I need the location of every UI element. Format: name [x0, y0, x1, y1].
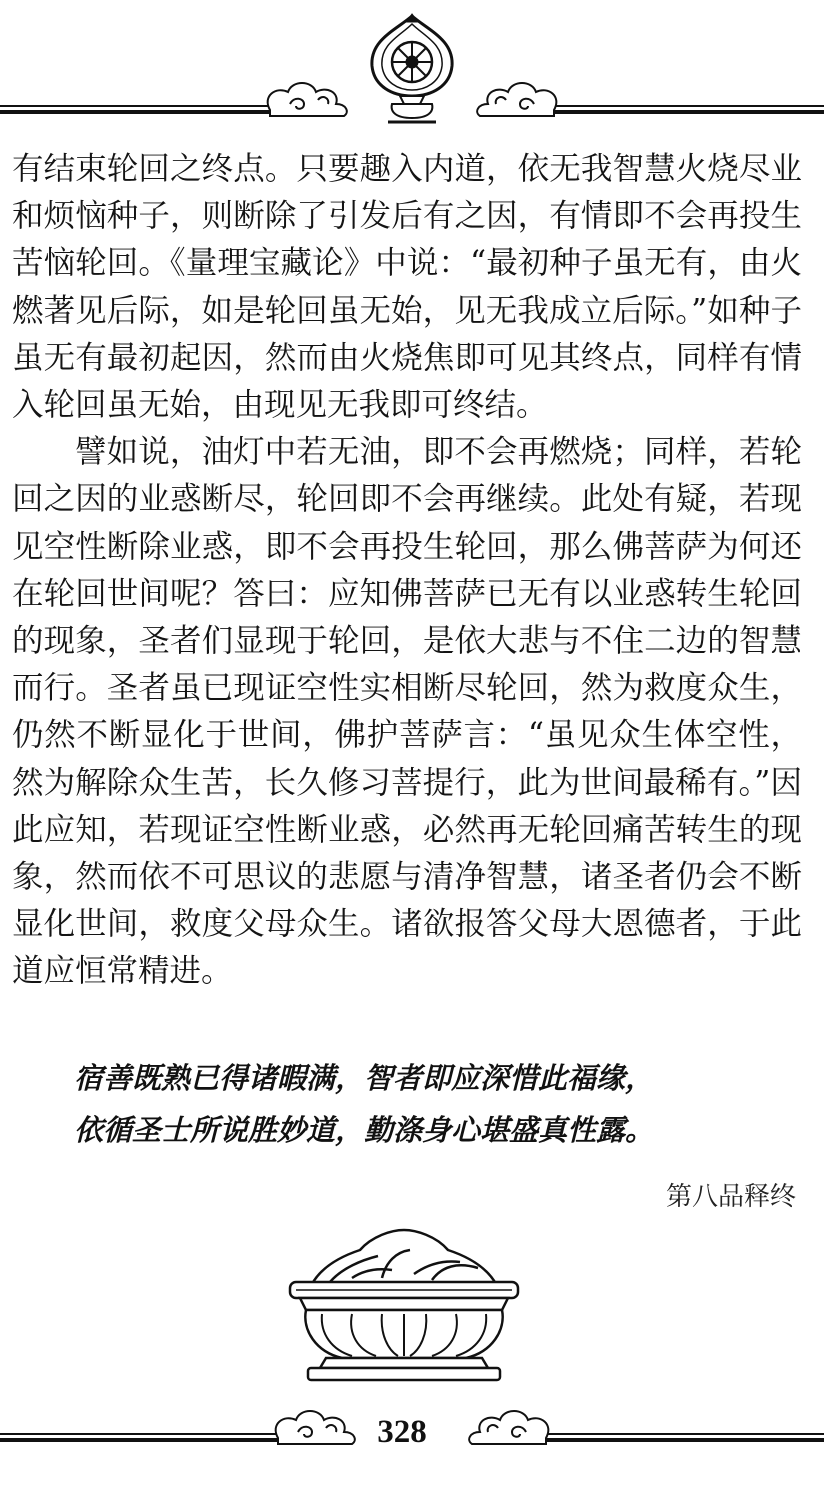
verse-line: 宿善既熟已得诸暇满，智者即应深惜此福缘， — [74, 1061, 655, 1095]
treasure-vase-icon — [282, 1226, 526, 1384]
paragraph: 有结束轮回之终点。只要趣入内道，依无我智慧火烧尽业和烦恼种子，则断除了引发后有之因，有情即不会再投生苦恼轮回。《量理宝藏论》中说：“最初种子虽无有，由火燃著见后际，如是轮回虽无始，见无我成立后际。”如种子虽无有最初起因，然而由火烧焦即可见其终点，同样有情入轮回虽无始，由现见无我即可终结。 — [12, 151, 802, 424]
body-text — [12, 146, 802, 996]
footer-rule-right — [538, 1434, 824, 1440]
chapter-end-label: 第八品释终 — [665, 1182, 796, 1212]
dharma-wheel-icon — [372, 14, 452, 122]
cloud-icon — [268, 83, 347, 116]
footer-rule-left — [0, 1434, 286, 1440]
closing-verse — [74, 1052, 794, 1156]
verse-line: 依循圣士所说胜妙道，勤涤身心堪盛真性露。 — [74, 1113, 655, 1147]
page-number: 328 — [377, 1414, 427, 1450]
header-ornament — [0, 0, 824, 130]
cloud-icon — [469, 1411, 548, 1444]
paragraph: 譬如说，油灯中若无油，即不会再燃烧；同样，若轮回之因的业惑断尽，轮回即不会再继续。此处有疑，若现见空性断除业惑，即不会再投生轮回，那么佛菩萨为何还在轮回世间呢？答曰：应知佛菩萨已无有以业惑转生轮回的现象，圣者们显现于轮回，是依大悲与不住二边的智慧而行。圣者虽已现证空性实相断尽轮回，然为救度众生，仍然不断显化于世间，佛护菩萨言：“虽见众生体空性，然为解除众生苦，长久修习菩提行，此为世间最稀有。”因此应知，若现证空性断业惑，必然再无轮回痛苦转生的现象，然而依不可思议的悲愿与清净智慧，诸圣者仍会不断显化世间，救度父母众生。诸欲报答父母大恩德者，于此道应恒常精进。 — [12, 434, 802, 990]
header-rule-left — [0, 106, 280, 112]
header-rule-right — [544, 106, 824, 112]
cloud-icon — [477, 83, 556, 116]
cloud-icon — [276, 1411, 355, 1444]
